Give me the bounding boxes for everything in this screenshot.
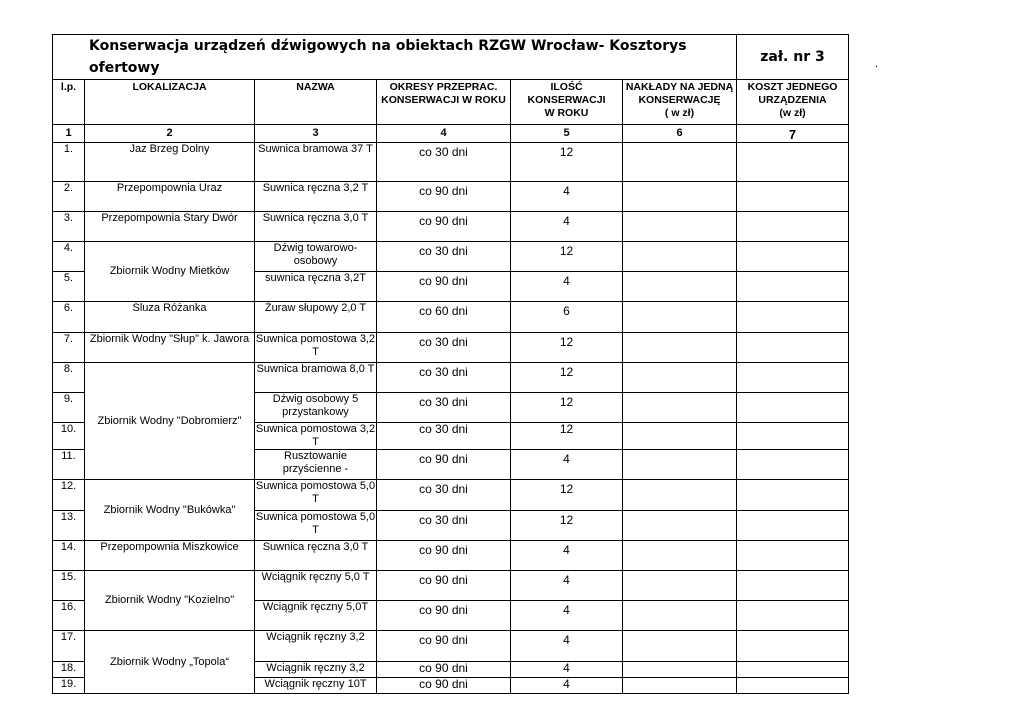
row-lp: 10. <box>53 423 85 450</box>
table-row <box>53 333 849 363</box>
header-count-line1: ILOŚĆ KONSERWACJI <box>527 81 606 106</box>
row-location: Zbiornik Wodny "Dobromierz" <box>85 363 255 480</box>
table-row <box>53 541 849 571</box>
table-row <box>53 363 849 393</box>
row-name: Suwnica ręczna 3,2 T <box>255 182 377 212</box>
row-name: suwnica ręczna 3,2T <box>255 272 377 302</box>
cost-input-cell[interactable] <box>623 302 737 333</box>
row-lp: 8. <box>53 363 85 393</box>
row-location: Zbiornik Wodny „Topola“ <box>85 631 255 694</box>
row-period: co 90 dni <box>377 601 511 631</box>
row-period: co 30 dni <box>377 480 511 511</box>
row-period: co 90 dni <box>377 541 511 571</box>
row-location: Przepompownia Miszkowice <box>85 541 255 571</box>
row-lp: 7. <box>53 333 85 363</box>
cost-input-cell[interactable] <box>623 571 737 601</box>
device-cost-cell[interactable] <box>737 393 849 423</box>
row-count: 4 <box>511 272 623 302</box>
row-count: 12 <box>511 143 623 182</box>
cost-input-cell[interactable] <box>623 631 737 662</box>
table-row <box>53 242 849 272</box>
cost-input-cell[interactable] <box>623 450 737 480</box>
table-row <box>53 631 849 662</box>
cost-input-cell[interactable] <box>623 541 737 571</box>
header-cost-device-line2: URZĄDZENIA <box>758 94 827 106</box>
header-cost-device-line1: KOSZT JEDNEGO <box>747 81 838 93</box>
row-name: Wciągnik ręczny 5,0 T <box>255 571 377 601</box>
row-period: co 90 dni <box>377 678 511 694</box>
row-count: 4 <box>511 678 623 694</box>
row-lp: 6. <box>53 302 85 333</box>
row-count: 12 <box>511 423 623 450</box>
cost-input-cell[interactable] <box>623 143 737 182</box>
row-lp: 19. <box>53 678 85 694</box>
device-cost-cell[interactable] <box>737 480 849 511</box>
header-period-line2: KONSERWACJI W ROKU <box>381 94 506 106</box>
side-mark: . <box>875 58 879 70</box>
row-name: Wciągnik ręczny 5,0T <box>255 601 377 631</box>
header-period <box>377 80 511 125</box>
row-location: Przepompownia Stary Dwór <box>85 212 255 242</box>
table-row <box>53 302 849 333</box>
cost-input-cell[interactable] <box>623 678 737 694</box>
row-lp: 11. <box>53 450 85 480</box>
row-lp: 18. <box>53 662 85 678</box>
row-count: 4 <box>511 631 623 662</box>
row-count: 4 <box>511 182 623 212</box>
column-number-row <box>53 125 849 143</box>
row-count: 6 <box>511 302 623 333</box>
attachment-number: zał. nr 3 <box>737 35 849 80</box>
row-count: 12 <box>511 242 623 272</box>
row-period: co 90 dni <box>377 662 511 678</box>
cost-input-cell[interactable] <box>623 182 737 212</box>
row-period: co 30 dni <box>377 393 511 423</box>
device-cost-cell[interactable] <box>737 423 849 450</box>
header-row <box>53 80 849 125</box>
row-period: co 90 dni <box>377 212 511 242</box>
row-lp: 4. <box>53 242 85 272</box>
device-cost-cell[interactable] <box>737 541 849 571</box>
cost-input-cell[interactable] <box>623 511 737 541</box>
row-name: Suwnica pomostowa 3,2 T <box>255 333 377 363</box>
row-count: 4 <box>511 212 623 242</box>
device-cost-cell[interactable] <box>737 631 849 662</box>
row-count: 12 <box>511 393 623 423</box>
row-location: Zbiornik Wodny Mietków <box>85 242 255 302</box>
row-name: Żuraw słupowy 2,0 T <box>255 302 377 333</box>
row-period: co 30 dni <box>377 423 511 450</box>
device-cost-cell[interactable] <box>737 242 849 272</box>
column-number: 6 <box>623 125 737 143</box>
row-period: co 30 dni <box>377 143 511 182</box>
row-name: Wciągnik ręczny 10T <box>255 678 377 694</box>
row-period: co 90 dni <box>377 182 511 212</box>
row-name: Suwnica bramowa 8,0 T <box>255 363 377 393</box>
column-number: 3 <box>255 125 377 143</box>
row-lp: 14. <box>53 541 85 571</box>
header-period-line1: OKRESY PRZEPRAC. <box>389 81 498 93</box>
row-period: co 90 dni <box>377 272 511 302</box>
header-cost-device <box>737 80 849 125</box>
row-count: 4 <box>511 541 623 571</box>
row-name: Wciągnik ręczny 3,2 <box>255 662 377 678</box>
row-lp: 9. <box>53 393 85 423</box>
header-cost-one-line1: NAKŁADY NA JEDNĄ <box>625 81 734 93</box>
cost-input-cell[interactable] <box>623 662 737 678</box>
row-name: Suwnica ręczna 3,0 T <box>255 212 377 242</box>
title-row <box>53 35 849 80</box>
table-row <box>53 182 849 212</box>
row-lp: 17. <box>53 631 85 662</box>
row-count: 4 <box>511 450 623 480</box>
row-count: 12 <box>511 480 623 511</box>
header-cost-device-line3: (w zł) <box>779 107 806 119</box>
row-name: Wciągnik ręczny 3,2 <box>255 631 377 662</box>
row-period: co 30 dni <box>377 511 511 541</box>
row-period: co 30 dni <box>377 333 511 363</box>
cost-input-cell[interactable] <box>623 212 737 242</box>
cost-input-cell[interactable] <box>623 333 737 363</box>
cost-input-cell[interactable] <box>623 423 737 450</box>
row-lp: 5. <box>53 272 85 302</box>
row-period: co 30 dni <box>377 363 511 393</box>
row-period: co 90 dni <box>377 450 511 480</box>
device-cost-cell[interactable] <box>737 182 849 212</box>
table-row <box>53 143 849 182</box>
row-period: co 30 dni <box>377 242 511 272</box>
device-cost-cell[interactable] <box>737 662 849 678</box>
column-number: 7 <box>737 125 849 143</box>
device-cost-cell[interactable] <box>737 601 849 631</box>
cost-estimate-table <box>52 34 849 694</box>
device-cost-cell[interactable] <box>737 333 849 363</box>
row-count: 4 <box>511 601 623 631</box>
row-location: Zbiornik Wodny "Kozielno" <box>85 571 255 631</box>
row-lp: 15. <box>53 571 85 601</box>
device-cost-cell[interactable] <box>737 363 849 393</box>
row-lp: 1. <box>53 143 85 182</box>
device-cost-cell[interactable] <box>737 678 849 694</box>
cost-input-cell[interactable] <box>623 480 737 511</box>
document-title: Konserwacja urządzeń dźwigowych na obiektach RZGW Wrocław- Kosztorys ofertowy <box>53 35 737 80</box>
column-number: 1 <box>53 125 85 143</box>
header-location: LOKALIZACJA <box>85 80 255 125</box>
row-location: Śluza Różanka <box>85 302 255 333</box>
table-row <box>53 480 849 511</box>
row-period: co 90 dni <box>377 631 511 662</box>
row-lp: 2. <box>53 182 85 212</box>
column-number: 4 <box>377 125 511 143</box>
row-name: Suwnica pomostowa 5,0 T <box>255 511 377 541</box>
device-cost-cell[interactable] <box>737 212 849 242</box>
row-count: 12 <box>511 363 623 393</box>
row-lp: 12. <box>53 480 85 511</box>
row-count: 12 <box>511 333 623 363</box>
device-cost-cell[interactable] <box>737 450 849 480</box>
device-cost-cell[interactable] <box>737 302 849 333</box>
row-location: Jaz Brzeg Dolny <box>85 143 255 182</box>
row-location: Przepompownia Uraz <box>85 182 255 212</box>
table-row <box>53 571 849 601</box>
row-count: 12 <box>511 511 623 541</box>
row-name: Suwnica pomostowa 5,0 T <box>255 480 377 511</box>
row-period: co 60 dni <box>377 302 511 333</box>
column-number: 5 <box>511 125 623 143</box>
device-cost-cell[interactable] <box>737 571 849 601</box>
header-lp: l.p. <box>53 80 85 125</box>
column-number: 2 <box>85 125 255 143</box>
row-name: Rusztowanie przyścienne - <box>255 450 377 480</box>
row-location: Zbiornik Wodny "Słup" k. Jawora <box>85 333 255 363</box>
row-name: Dźwig towarowo- osobowy <box>255 242 377 272</box>
row-name: Suwnica ręczna 3,0 T <box>255 541 377 571</box>
table-row <box>53 212 849 242</box>
cost-input-cell[interactable] <box>623 393 737 423</box>
row-name: Suwnica pomostowa 3,2 T <box>255 423 376 448</box>
header-cost-one-line3: ( w zł) <box>664 107 695 119</box>
cost-input-cell[interactable] <box>623 601 737 631</box>
row-count: 4 <box>511 662 623 678</box>
row-lp: 3. <box>53 212 85 242</box>
header-count <box>511 80 623 125</box>
row-count: 4 <box>511 571 623 601</box>
row-period: co 90 dni <box>377 571 511 601</box>
row-name: Suwnica bramowa 37 T <box>255 143 377 182</box>
cost-input-cell[interactable] <box>623 363 737 393</box>
device-cost-cell[interactable] <box>737 272 849 302</box>
row-location: Zbiornik Wodny "Bukówka" <box>85 480 255 541</box>
cost-input-cell[interactable] <box>623 272 737 302</box>
header-cost-one-line2: KONSERWACJĘ <box>638 94 721 106</box>
cost-input-cell[interactable] <box>623 242 737 272</box>
device-cost-cell[interactable] <box>737 511 849 541</box>
device-cost-cell[interactable] <box>737 143 849 182</box>
row-name: Dźwig osobowy 5 przystankowy <box>255 393 377 423</box>
header-name: NAZWA <box>255 80 377 125</box>
row-lp: 13. <box>53 511 85 541</box>
header-count-line2: W ROKU <box>544 107 589 119</box>
row-lp: 16. <box>53 601 85 631</box>
header-cost-one <box>623 80 737 125</box>
